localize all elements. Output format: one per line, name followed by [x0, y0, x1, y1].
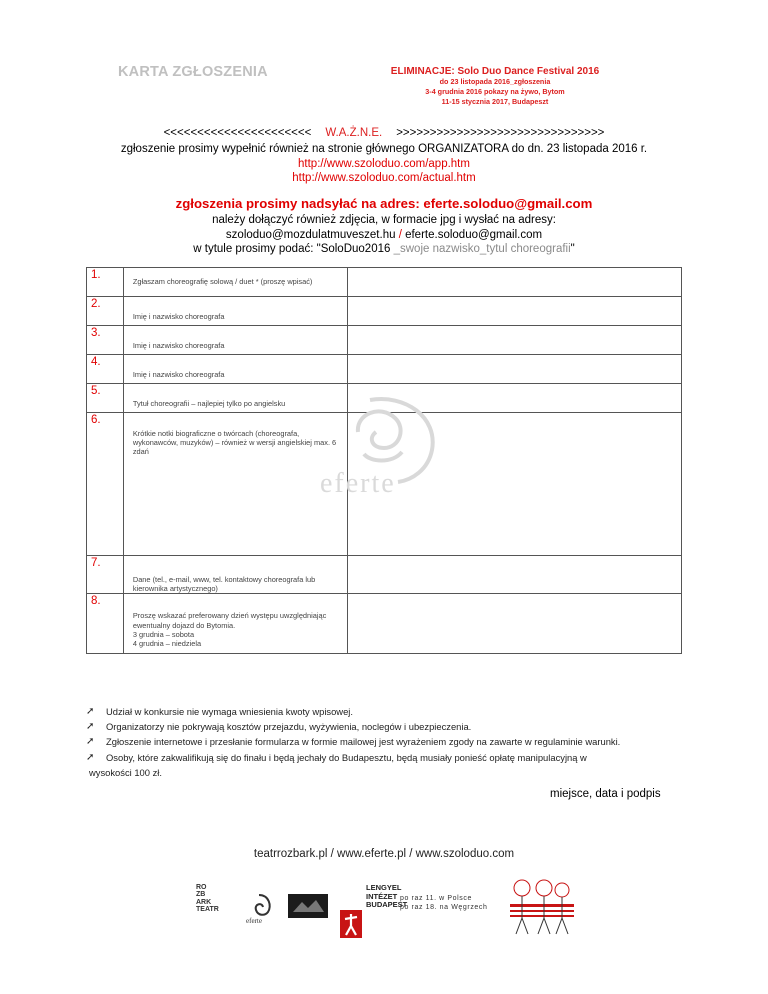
submission-info	[0, 196, 768, 257]
notice-label: W.A.Ż.N.E.	[325, 127, 383, 139]
email-eferte[interactable]: eferte.soloduo@gmail.com	[405, 228, 543, 241]
soloduo-figures-logo	[510, 878, 574, 938]
row-label: Imię i nazwisko choreografa	[123, 326, 347, 355]
photo-logo	[288, 894, 328, 918]
emails-line	[0, 228, 768, 243]
note-item: ➚ Organizatorzy nie pokrywają kosztów przejazdu, wyżywienia, noclegów i ubezpieczenia.	[86, 719, 706, 734]
row-label: Zgłaszam choreografię solową / duet * (proszę wpisać)	[123, 268, 347, 297]
notice-line: zgłoszenie prosimy wypełnić również na stronie głównego ORGANIZATORA do dn. 23 listopada 2016 r.	[120, 143, 648, 155]
row-number: 1.	[87, 268, 124, 297]
svg-text:eferte: eferte	[246, 917, 262, 925]
email-separator: /	[395, 228, 406, 241]
notice-arrows-right: >>>>>>>>>>>>>>>>>>>>>>>>>>>>>>>	[396, 127, 605, 139]
notice-text	[0, 142, 768, 186]
link-actual[interactable]: http://www.szoloduo.com/actual.htm	[292, 172, 476, 184]
rozbark-logo: RO ZB ARK TEATR	[196, 884, 219, 914]
row-label: Proszę wskazać preferowany dzień występu uwzględniając ewentualny dojazd do Bytomia. 3 grudnia – sobota 4 grudnia – niedziela	[123, 594, 347, 654]
subject-suffix: "	[570, 243, 575, 255]
notice-banner	[0, 127, 768, 139]
arrow-icon: ➚	[86, 751, 95, 763]
row-number: 8.	[87, 594, 124, 654]
row-number: 5.	[87, 384, 124, 413]
row-label: Tytuł choreografii – najlepiej tylko po angielsku	[123, 384, 347, 413]
eferte-small-logo	[244, 892, 274, 926]
edition-text: po raz 11. w Polsce po raz 18. na Węgrzech	[400, 895, 488, 911]
submission-heading: zgłoszenia prosimy nadsyłać na adres: eferte.soloduo@gmail.com	[175, 196, 593, 211]
form-row-4	[87, 355, 682, 384]
field-choreography-type[interactable]	[348, 268, 682, 297]
notice-arrows-left: <<<<<<<<<<<<<<<<<<<<<<	[163, 127, 312, 139]
email-szoloduo[interactable]: szoloduo@mozdulatmuveszet.hu	[225, 228, 396, 241]
field-contact[interactable]	[348, 556, 682, 594]
form-row-2	[87, 297, 682, 326]
footer-links[interactable]: teatrrozbark.pl / www.eferte.pl / www.szoloduo.com	[253, 848, 515, 860]
row-number: 6.	[87, 413, 124, 556]
row-label: Imię i nazwisko choreografa	[123, 355, 347, 384]
photos-line: należy dołączyć również zdjęcia, w formacie jpg i wysłać na adresy:	[212, 214, 556, 226]
form-row-3	[87, 326, 682, 355]
row-number: 2.	[87, 297, 124, 326]
signature-label: miejsce, data i podpis	[550, 788, 661, 800]
subject-prefix: w tytule prosimy podać: "SoloDuo2016	[193, 243, 394, 255]
arrow-icon: ➚	[86, 721, 95, 733]
festival-name: ELIMINACJE: Solo Duo Dance Festival 2016	[390, 66, 600, 77]
subject-line	[0, 242, 768, 257]
header-festival	[360, 66, 630, 107]
header-left	[118, 64, 318, 80]
row-number: 7.	[87, 556, 124, 594]
field-choreographer-3[interactable]	[348, 355, 682, 384]
note-item: ➚ Udział w konkursie nie wymaga wniesienia kwoty wpisowej.	[86, 704, 706, 719]
field-choreographer-2[interactable]	[348, 326, 682, 355]
subject-placeholder: _swoje nazwisko_tytul choreografii	[393, 243, 571, 255]
notes-list	[86, 704, 706, 780]
row-number: 4.	[87, 355, 124, 384]
eferte-watermark-logo	[300, 392, 450, 502]
arrow-icon: ➚	[86, 736, 95, 748]
form-title: KARTA ZGŁOSZENIA	[118, 64, 268, 80]
field-preferred-day[interactable]	[348, 594, 682, 654]
lengyel-logo: LENGYEL INTÉZET BUDAPEST	[366, 883, 408, 909]
field-choreographer-1[interactable]	[348, 297, 682, 326]
link-app[interactable]: http://www.szoloduo.com/app.htm	[298, 157, 470, 170]
note-item: ➚ Zgłoszenie internetowe i przesłanie formularza w formie mailowej jest wyrażeniem zgody na zawarte w regulaminie warunki.	[86, 734, 706, 749]
form-row-8	[87, 594, 682, 654]
festival-date-3: 11-15 stycznia 2017, Budapeszt	[441, 97, 549, 106]
sponsor-logos	[192, 872, 580, 942]
arrow-icon: ➚	[86, 706, 95, 717]
row-number: 3.	[87, 326, 124, 355]
row-label: Imię i nazwisko choreografa	[123, 297, 347, 326]
lengyel-figure-icon	[340, 910, 362, 938]
note-continuation: wysokości 100 zł.	[89, 766, 162, 778]
festival-date-1: do 23 listopada 2016_zgłoszenia	[439, 77, 551, 86]
row-label: Dane (tel., e-mail, www, tel. kontaktowy choreografa lub kierownika artystycznego)	[123, 556, 347, 594]
form-row-1	[87, 268, 682, 297]
form-row-7	[87, 556, 682, 594]
watermark-text: eferte	[320, 468, 396, 499]
festival-date-2: 3-4 grudnia 2016 pokazy na żywo, Bytom	[425, 87, 565, 96]
note-item: ➚ Osoby, które zakwalifikują się do finału i będą jechały do Budapesztu, będą musiały ponieść opłatę manipulacyjną w wysokości 100 zł.	[86, 750, 706, 780]
row-label: Krótkie notki biograficzne o twórcach (choreografa, wykonawców, muzyków) – również w wersji angielskiej max. 6 zdań	[123, 413, 347, 556]
